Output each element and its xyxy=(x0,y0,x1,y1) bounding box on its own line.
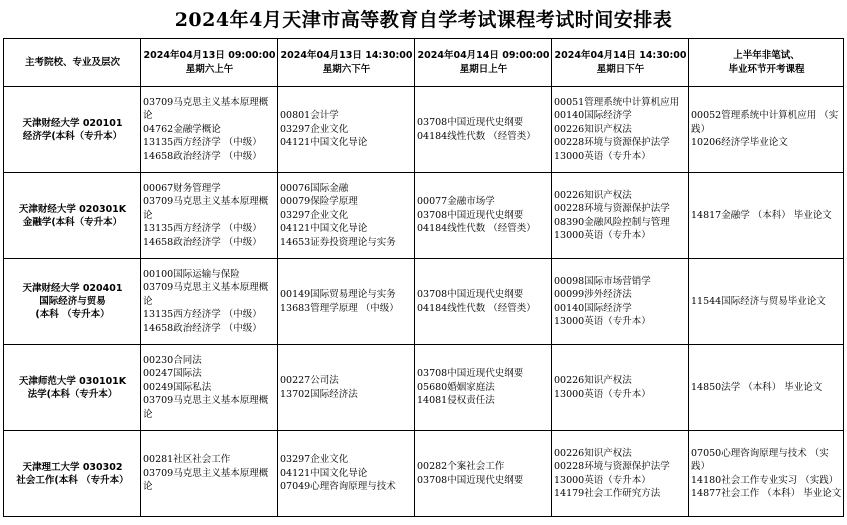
course-item: 13000英语（专升本） xyxy=(554,150,651,162)
course-item: 00098国际市场营销学 xyxy=(554,275,651,287)
course-item: 03708中国近现代史纲要 xyxy=(417,289,524,300)
course-item: 00226知识产权法 xyxy=(554,123,632,135)
course-cell-s2 xyxy=(278,259,415,345)
course-item: 04121中国文化导论 xyxy=(280,223,368,235)
course-cell-s2 xyxy=(278,431,415,517)
course-item: 03709马克思主义基本原理概论 xyxy=(143,395,269,420)
course-cell-s2 xyxy=(278,173,415,259)
course-cell-s1 xyxy=(141,259,278,345)
course-item: 04121中国文化导论 xyxy=(280,467,368,479)
course-item: 08390金融风险控制与管理 xyxy=(554,216,670,228)
course-item: 03709马克思主义基本原理概论 xyxy=(143,196,269,221)
course-item: 11544国际经济与贸易毕业论文 xyxy=(691,295,826,307)
course-cell-s2 xyxy=(278,345,415,431)
course-item: 03709马克思主义基本原理概论 xyxy=(143,467,269,493)
course-item: 00067财务管理学 xyxy=(143,182,221,194)
course-cell-s1 xyxy=(141,345,278,431)
course-item: 13135西方经济学 （中级） xyxy=(143,137,262,149)
course-cell-s4 xyxy=(552,431,689,517)
course-item: 03708中国近现代史纲要 xyxy=(417,117,524,128)
course-cell-s4 xyxy=(552,87,689,173)
course-cell-s4 xyxy=(552,259,689,345)
course-item: 04184线性代数 （经管类） xyxy=(417,302,536,314)
course-item: 00228环境与资源保护法学 xyxy=(554,461,670,472)
course-item: 14658政治经济学 （中级） xyxy=(143,150,262,162)
course-item: 04121中国文化导论 xyxy=(280,137,368,149)
course-item: 00076国际金融 xyxy=(280,182,349,194)
school-major-text: 国际经济与贸易 xyxy=(39,296,106,307)
course-item: 14877社会工作 （本科） 毕业论文 xyxy=(691,488,842,499)
course-item: 13000英语（专升本） xyxy=(554,230,651,241)
school-major-text: 天津财经大学 020401 xyxy=(22,283,123,294)
course-item: 03297企业文化 xyxy=(280,209,349,221)
table-row xyxy=(4,259,844,345)
header-row xyxy=(4,39,844,87)
course-item: 00226知识产权法 xyxy=(554,375,632,386)
course-item: 13000英语（专升本） xyxy=(554,474,651,486)
course-item: 00228环境与资源保护法学 xyxy=(554,203,670,214)
course-cell-s5 xyxy=(689,431,844,517)
course-item: 00227公司法 xyxy=(280,375,339,386)
school-major-cell xyxy=(4,173,141,259)
course-item: 10206经济学毕业论文 xyxy=(691,137,788,149)
exam-schedule-table xyxy=(3,38,844,517)
course-item: 03297企业文化 xyxy=(280,454,349,466)
course-item: 03709马克思主义基本原理概论 xyxy=(143,96,269,122)
school-major-cell xyxy=(4,431,141,517)
course-item: 00230合同法 xyxy=(143,354,202,366)
header-session-3: 2024年04月14日 09:00:00 星期日上午 xyxy=(415,39,552,87)
course-cell-s3 xyxy=(415,259,552,345)
course-item: 04184线性代数 （经管类） xyxy=(417,130,536,142)
course-item: 00226知识产权法 xyxy=(554,189,632,201)
course-cell-s5 xyxy=(689,345,844,431)
table-row xyxy=(4,173,844,259)
course-cell-s1 xyxy=(141,87,278,173)
course-item: 07050心理咨询原理与技术 （实践） xyxy=(691,447,829,472)
course-item: 05680婚姻家庭法 xyxy=(417,381,495,393)
page-title: 2024年4月天津市高等教育自学考试课程考试时间安排表 xyxy=(174,9,673,31)
school-major-text: 经济学(本科（专升本） xyxy=(22,130,123,142)
course-item: 00099涉外经济法 xyxy=(554,289,632,300)
table-row xyxy=(4,87,844,173)
course-cell-s2 xyxy=(278,87,415,173)
course-item: 00247国际法 xyxy=(143,368,202,380)
course-item: 04184线性代数 （经管类） xyxy=(417,223,536,235)
course-item: 00140国际经济学 xyxy=(554,302,632,314)
school-major-text: (本科 （专升本） xyxy=(35,309,110,320)
course-cell-s3 xyxy=(415,431,552,517)
course-item: 03709马克思主义基本原理概论 xyxy=(143,282,269,307)
course-item: 00282个案社会工作 xyxy=(417,461,505,472)
header-session-1: 2024年04月13日 09:00:00 星期六上午 xyxy=(141,39,278,87)
course-item: 14817金融学 （本科） 毕业论文 xyxy=(691,209,832,221)
school-major-text: 金融学(本科（专升本） xyxy=(22,216,123,228)
header-school: 主考院校、专业及层次 xyxy=(4,39,141,87)
course-cell-s3 xyxy=(415,345,552,431)
course-item: 13000英语（专升本） xyxy=(554,388,651,400)
course-item: 13135西方经济学 （中级） xyxy=(143,223,262,235)
course-item: 00801会计学 xyxy=(280,110,339,122)
course-cell-s5 xyxy=(689,87,844,173)
course-item: 00100国际运输与保险 xyxy=(143,268,240,280)
course-item: 14180社会工作专业实习 （实践） xyxy=(691,474,839,486)
school-major-text: 社会工作(本科 （专升本） xyxy=(16,474,129,486)
course-cell-s3 xyxy=(415,173,552,259)
course-cell-s5 xyxy=(689,259,844,345)
course-item: 04762金融学概论 xyxy=(143,123,221,135)
school-major-cell xyxy=(4,259,141,345)
course-item: 00140国际经济学 xyxy=(554,110,632,122)
course-item: 00149国际贸易理论与实务 xyxy=(280,289,396,300)
course-item: 00226知识产权法 xyxy=(554,447,632,459)
school-major-cell xyxy=(4,345,141,431)
course-cell-s4 xyxy=(552,345,689,431)
course-item: 14179社会工作研究方法 xyxy=(554,488,661,499)
course-item: 00051管理系统中计算机应用 xyxy=(554,96,680,108)
course-item: 14081侵权责任法 xyxy=(417,395,495,407)
school-major-text: 天津理工大学 030302 xyxy=(22,461,123,473)
header-session-2: 2024年04月13日 14:30:00 星期六下午 xyxy=(278,39,415,87)
school-major-text: 天津财经大学 020301K xyxy=(18,203,127,215)
course-item: 00077金融市场学 xyxy=(417,196,495,208)
header-nonwritten: 上半年非笔试、 毕业环节开考课程 xyxy=(689,39,844,87)
course-item: 13000英语（专升本） xyxy=(554,316,651,327)
course-item: 00228环境与资源保护法学 xyxy=(554,137,670,149)
course-cell-s5 xyxy=(689,173,844,259)
course-item: 14850法学 （本科） 毕业论文 xyxy=(691,381,823,393)
course-cell-s1 xyxy=(141,173,278,259)
table-row xyxy=(4,431,844,517)
course-item: 03708中国近现代史纲要 xyxy=(417,209,524,221)
school-major-text: 天津财经大学 020101 xyxy=(22,117,123,129)
course-item: 13683管理学原理 （中级） xyxy=(280,302,399,314)
course-item: 07049心理咨询原理与技术 xyxy=(280,481,396,493)
course-item: 00281社区社会工作 xyxy=(143,454,231,466)
course-item: 03708中国近现代史纲要 xyxy=(417,474,524,486)
course-cell-s1 xyxy=(141,431,278,517)
school-major-text: 法学(本科（专升本） xyxy=(27,388,118,400)
course-cell-s3 xyxy=(415,87,552,173)
table-row xyxy=(4,345,844,431)
course-item: 14658政治经济学 （中级） xyxy=(143,236,262,248)
school-major-text: 天津师范大学 030101K xyxy=(18,375,127,387)
course-item: 14658政治经济学 （中级） xyxy=(143,322,262,334)
course-item: 03708中国近现代史纲要 xyxy=(417,368,524,380)
course-item: 00052管理系统中计算机应用 （实践） xyxy=(691,110,839,135)
course-cell-s4 xyxy=(552,173,689,259)
course-item: 00249国际私法 xyxy=(143,381,212,393)
course-item: 13702国际经济法 xyxy=(280,388,358,400)
course-item: 13135西方经济学 （中级） xyxy=(143,309,262,321)
course-item: 03297企业文化 xyxy=(280,123,349,135)
course-item: 00079保险学原理 xyxy=(280,196,358,208)
course-item: 14653证券投资理论与实务 xyxy=(280,236,396,248)
school-major-cell xyxy=(4,87,141,173)
header-session-4: 2024年04月14日 14:30:00 星期日下午 xyxy=(552,39,689,87)
